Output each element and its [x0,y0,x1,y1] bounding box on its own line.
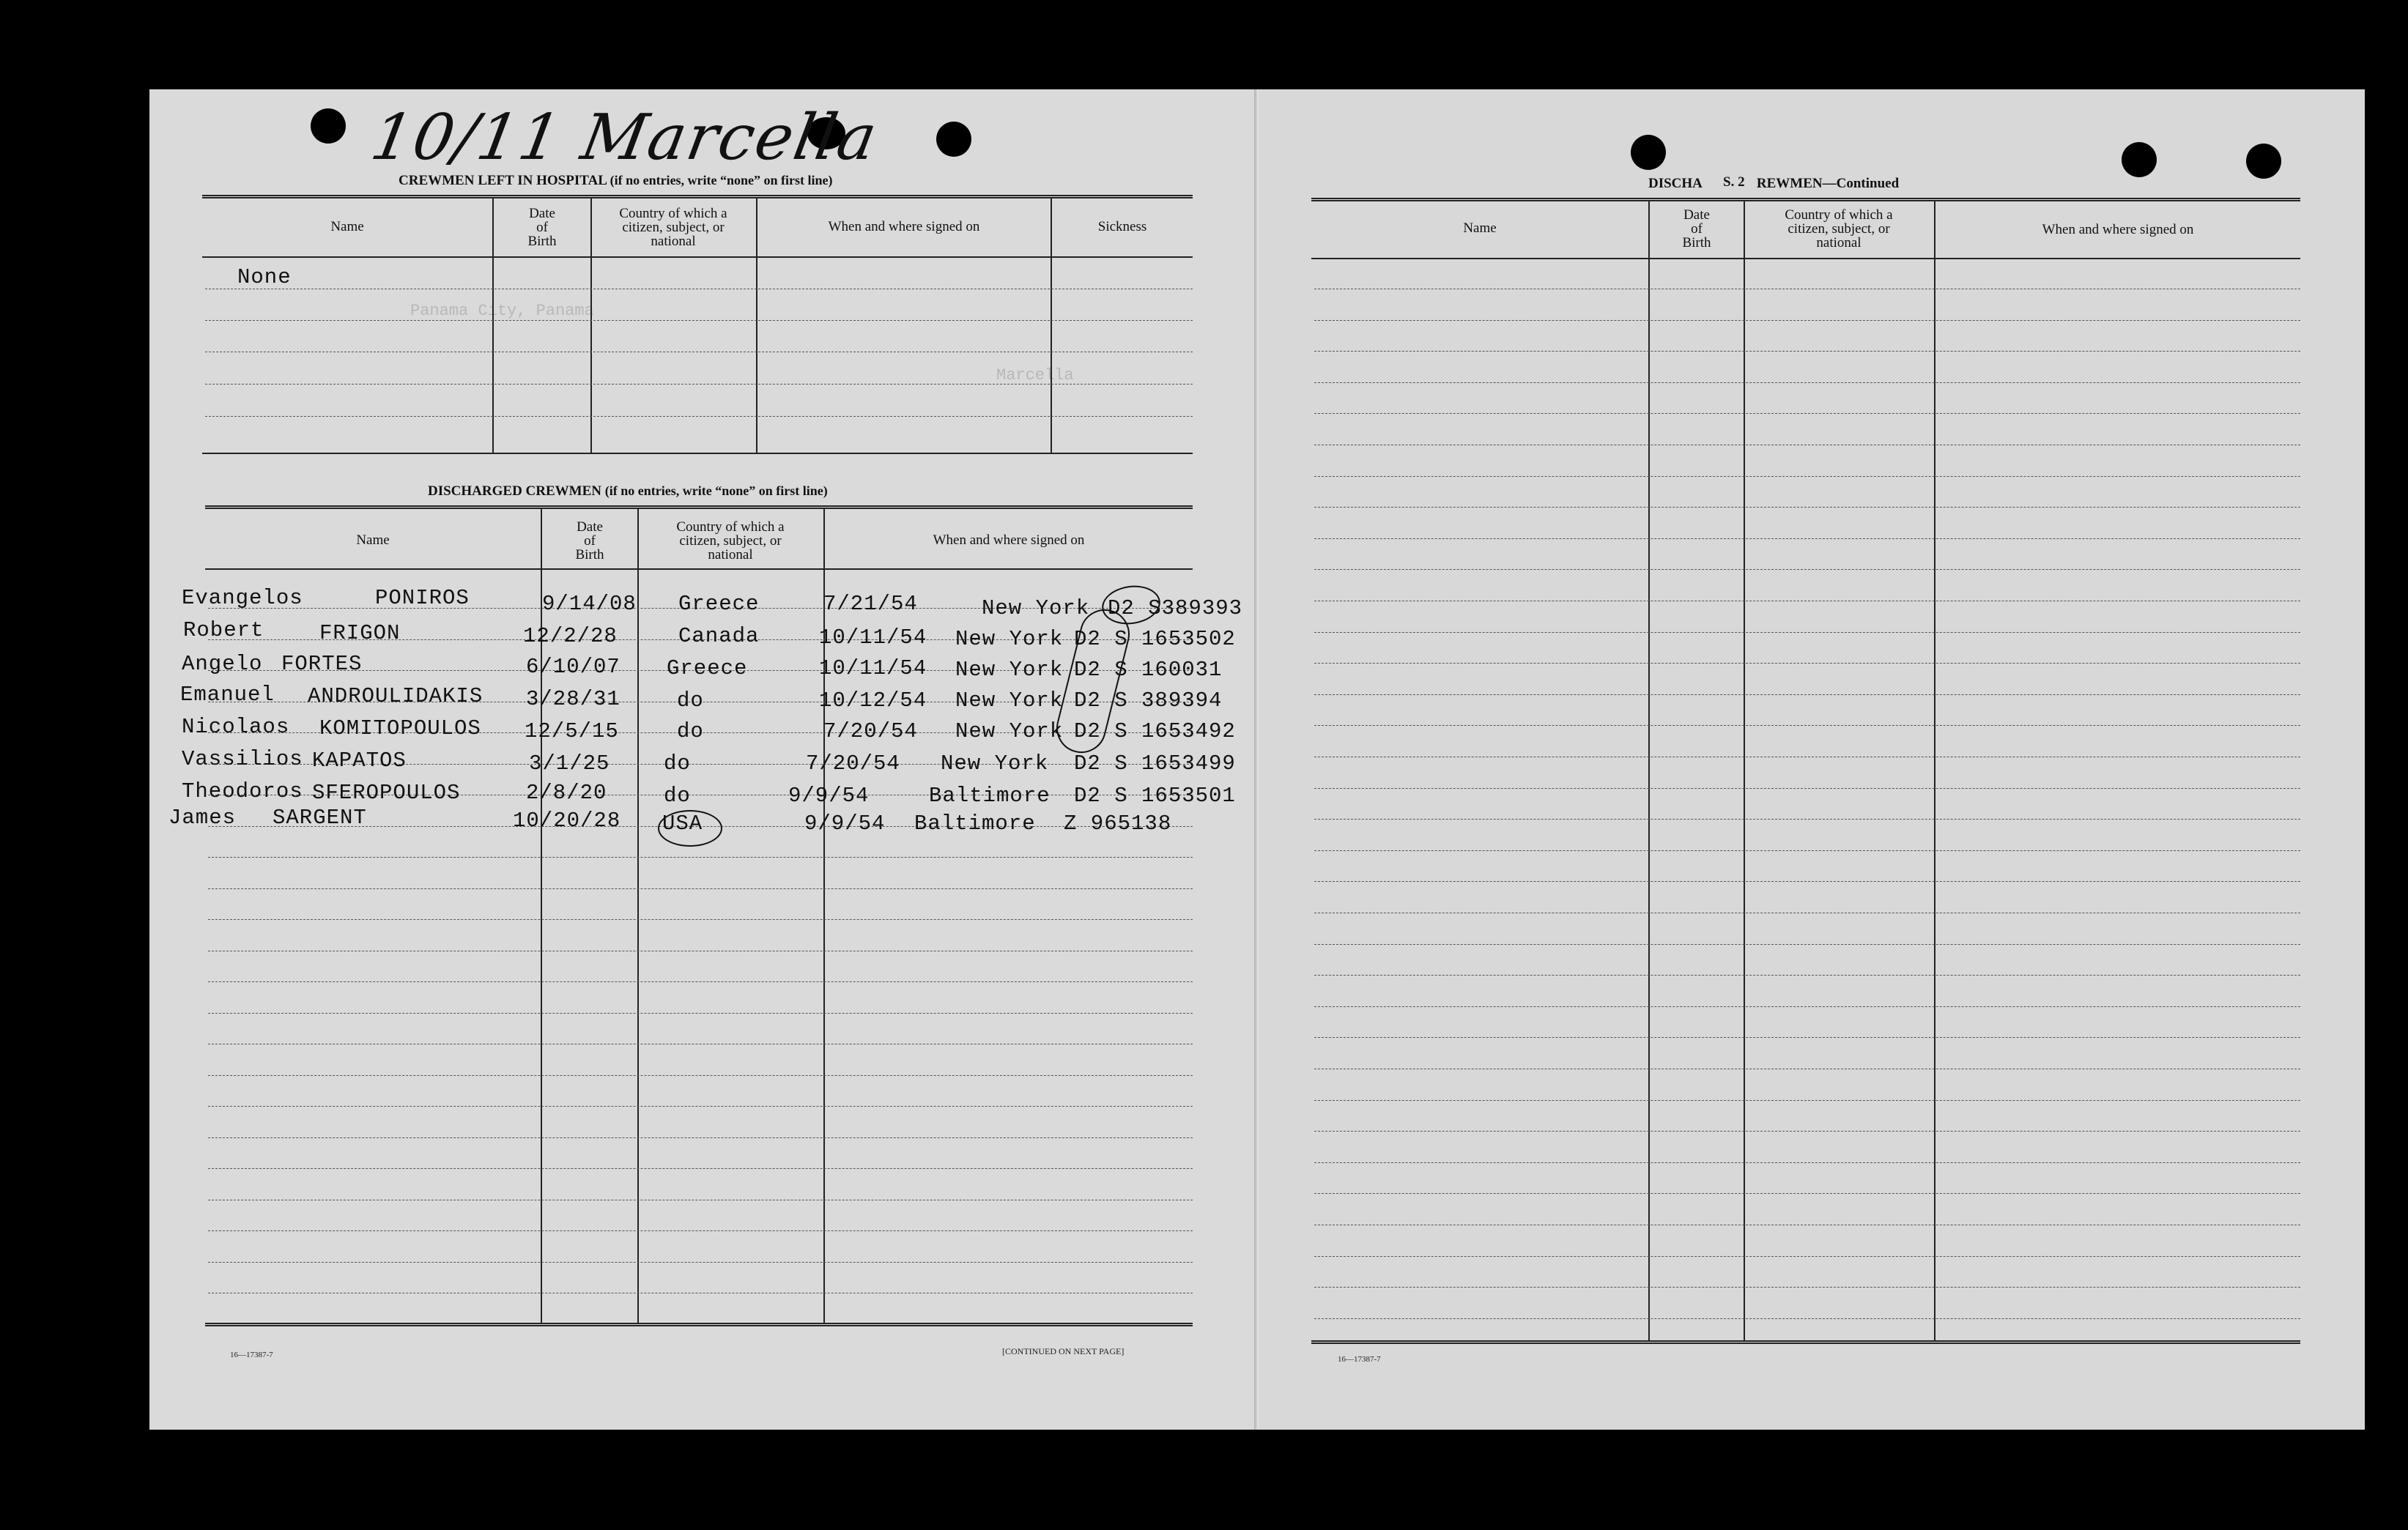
col-header-dob: Date of Birth [527,206,557,249]
signed-date: 9/9/54 [804,812,886,836]
first-name: Robert [183,618,264,642]
col-divider [1051,198,1052,453]
first-name: Nicolaos [182,715,290,739]
right-page [1254,89,2365,1430]
ruled-line [208,1013,1193,1014]
signed-place: New York [941,751,1049,776]
col-header-dob: Date of Birth [575,519,604,562]
signed-place: Baltimore [929,784,1051,808]
certificate-number: D2 S 1653492 [1074,719,1236,743]
rule [1311,198,2300,201]
page-fold [1254,89,1259,1430]
certificate-number: D2 S389393 [1108,596,1243,620]
ruled-line [208,1230,1193,1231]
last-name: KOMITOPOULOS [319,716,481,740]
ruled-line [1314,1256,2300,1257]
signed-place: New York [982,596,1090,620]
ruled-line [208,1075,1193,1076]
last-name: PONIROS [375,586,470,610]
handwritten-ship-name: 10/11 Marcella [366,101,883,174]
first-name: Vassilios [182,747,303,771]
signed-place: New York [955,658,1064,682]
right-section-title: DISCHA REWMEN—Continued [1648,176,1900,191]
form-number: 16—17387-7 [1338,1355,1381,1364]
signed-place: Baltimore [914,812,1036,836]
ruled-line [1314,569,2300,570]
rule [202,453,1193,454]
dob: 3/1/25 [529,751,610,776]
dob: 2/8/20 [526,781,607,805]
ruled-line [1314,1318,2300,1319]
certificate-number: Z 965138 [1064,812,1172,836]
ruled-line [1314,1131,2300,1132]
ruled-line [1314,944,2300,945]
country: Greece [667,656,748,680]
punch-hole [2122,142,2157,177]
punch-hole [311,108,346,144]
ruled-line [208,1168,1193,1169]
certificate-number: D2 S 1653501 [1074,784,1236,808]
rule [1311,1340,2300,1344]
col-header-country: Country of which a citizen, subject, or national [1785,207,1893,250]
first-name: James [168,806,237,830]
last-name: SFEROPOULOS [312,781,461,805]
first-name: Emanuel [180,683,275,707]
signed-date: 10/11/54 [819,656,927,680]
ruled-line [208,981,1193,982]
ruled-line [1314,1006,2300,1007]
col-header-country: Country of which a citizen, subject, or national [676,519,785,562]
dob: 6/10/07 [526,655,620,679]
col-header-signed: When and where signed on [933,532,1085,548]
first-name: Angelo [182,652,263,676]
last-name: SARGENT [273,806,367,830]
last-name: FORTES [281,652,363,676]
pen-circle [658,810,722,847]
col-divider [1934,201,1935,1340]
ruled-line [1314,694,2300,695]
ruled-line [1314,850,2300,851]
ruled-line [1314,507,2300,508]
rule [205,505,1193,509]
rule [205,416,1193,417]
dob: 10/20/28 [513,809,621,833]
ruled-line [1314,725,2300,726]
discharged-section-title: DISCHARGED CREWMEN (if no entries, write “none” on first line) [428,483,828,499]
hospital-entry: None [237,265,292,289]
col-divider [590,198,592,453]
col-divider [1648,201,1650,1340]
ruled-line [1314,1162,2300,1163]
ruled-line [1314,351,2300,352]
col-divider [756,198,757,453]
col-divider [1744,201,1745,1340]
country: do [664,751,691,776]
signed-place: New York [955,688,1064,713]
ruled-line [1314,1193,2300,1194]
ruled-line [208,919,1193,920]
dob: 3/28/31 [526,687,620,711]
col-header-signed: When and where signed on [828,219,980,234]
col-header-sickness: Sickness [1097,219,1147,234]
ruled-line [1314,819,2300,820]
punch-hole [2246,144,2281,179]
col-header-name: Name [330,219,364,234]
ruled-line [208,1106,1193,1107]
dob: 9/14/08 [542,592,637,616]
punch-hole [1631,135,1666,170]
certificate-number: D2 S 389394 [1074,688,1223,713]
rule [205,568,1193,570]
first-name: Evangelos [182,586,303,610]
signed-place: New York [955,719,1064,743]
country: do [664,784,691,808]
ruled-line [1314,632,2300,633]
signed-date: 10/11/54 [819,625,927,650]
dob: 12/5/15 [525,719,619,743]
rule [1311,258,2300,259]
right-title-stamp: S. 2 [1723,174,1745,190]
country: do [677,719,704,743]
col-divider [637,508,639,1323]
rule [205,384,1193,385]
col-header-dob: Date of Birth [1682,207,1711,250]
ruled-line [1314,975,2300,976]
country: Greece [678,592,760,616]
signed-date: 7/20/54 [806,751,900,776]
ruled-line [1314,413,2300,414]
first-name: Theodoros [182,779,303,803]
ruled-line [1314,320,2300,321]
country: USA [662,812,703,836]
last-name: FRIGON [319,621,401,645]
rule [202,195,1193,198]
col-header-country: Country of which a citizen, subject, or national [619,206,727,249]
ruled-line [208,857,1193,858]
bleed-through: Marcella [996,366,1074,385]
ruled-line [1314,382,2300,383]
last-name: KAPATOS [312,749,407,773]
last-name: ANDROULIDAKIS [308,684,484,708]
signed-date: 10/12/54 [819,688,927,713]
ruled-line [1314,788,2300,789]
col-header-name: Name [356,532,390,548]
continued-note: [CONTINUED ON NEXT PAGE] [1002,1346,1125,1356]
country: do [677,688,704,713]
hospital-section-title: CREWMEN LEFT IN HOSPITAL (if no entries, write “none” on first line) [399,173,833,188]
signed-date: 9/9/54 [788,784,870,808]
signed-date: 7/20/54 [823,719,918,743]
certificate-number: D2 S 1653499 [1074,751,1236,776]
ruled-line [208,888,1193,889]
col-header-name: Name [1463,220,1497,236]
ruled-line [1314,538,2300,539]
rule [202,256,1193,258]
certificate-number: D2 S 160031 [1074,658,1223,682]
ruled-line [1314,663,2300,664]
col-header-signed: When and where signed on [2042,222,2194,237]
ruled-line [1314,1100,2300,1101]
signed-date: 7/21/54 [823,592,918,616]
punch-hole [936,122,971,157]
ruled-line [1314,881,2300,882]
dob: 12/2/28 [523,624,618,648]
ruled-line [1314,1037,2300,1038]
form-number: 16—17387-7 [230,1351,273,1359]
ruled-line [1314,1287,2300,1288]
ruled-line [208,1262,1193,1263]
rule [205,320,1193,321]
country: Canada [678,624,760,648]
ruled-line [208,1137,1193,1138]
bleed-through: Panama City, Panama [410,302,594,320]
signed-place: New York [955,627,1064,651]
rule [205,1323,1193,1326]
col-divider [492,198,494,453]
ruled-line [1314,476,2300,477]
certificate-number: D2 S 1653502 [1074,627,1236,651]
